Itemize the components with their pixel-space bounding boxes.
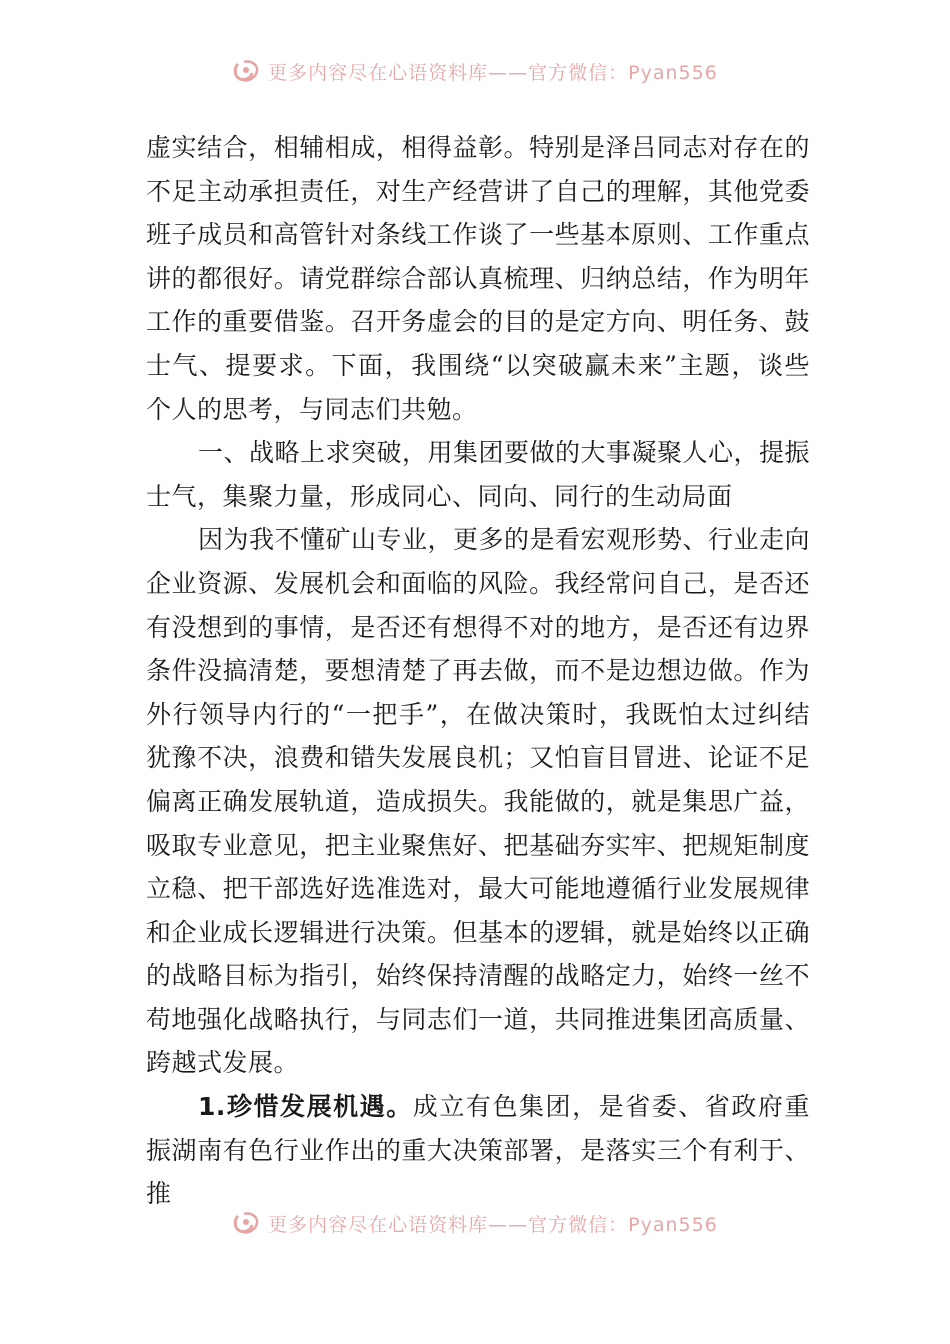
paragraph-opportunity-text: 成立有色集团，是省委、省政府重振湖南有色行业作出的重大决策部署，是落实三个有利于、推 xyxy=(146,1092,810,1209)
document-body xyxy=(146,126,810,1216)
watermark-text: 更多内容尽在心语资料库——官方微信：Pyan556 xyxy=(268,61,718,84)
watermark-footer xyxy=(0,1206,950,1240)
watermark-logo-icon xyxy=(232,1210,262,1236)
paragraph-strategy: 因为我不懂矿山专业，更多的是看宏观形势、行业走向企业资源、发展机会和面临的风险。我经常问自己，是否还有没想到的事情，是否还有想得不对的地方，是否还有边界条件没搞清楚，要想清楚了再去做，而不是边想边做。作为外行领导内行的“一把手”，在做决策时，我既怕太过纠结犹豫不决，浪费和错失发展良机；又怕盲目冒进、论证不足偏离正确发展轨道，造成损失。我能做的，就是集思广益，吸取专业意见，把主业聚焦好、把基础夯实牢、把规矩制度立稳、把干部选好选准选对，最大可能地遵循行业发展规律和企业成长逻辑进行决策。但基本的逻辑，就是始终以正确的战略目标为指引，始终保持清醒的战略定力，始终一丝不苟地强化战略执行，与同志们一道，共同推进集团高质量、跨越式发展。 xyxy=(146,525,811,1078)
watermark-logo-icon xyxy=(232,58,262,84)
subheading-cherish-opportunity: 1.珍惜发展机遇。 xyxy=(198,1092,413,1122)
section-heading-1: 一、战略上求突破，用集团要做的大事凝聚人心，提振士气，集聚力量，形成同心、同向、同行的生动局面 xyxy=(146,438,811,511)
watermark-text: 更多内容尽在心语资料库——官方微信：Pyan556 xyxy=(268,1213,718,1236)
watermark-header xyxy=(0,54,950,88)
paragraph-opportunity xyxy=(146,1085,810,1216)
paragraph-continuation: 虚实结合，相辅相成，相得益彰。特别是泽吕同志对存在的不足主动承担责任，对生产经营讲了自己的理解，其他党委班子成员和高管针对条线工作谈了一些基本原则、工作重点讲的都很好。请党群综合部认真梳理、归纳总结，作为明年工作的重要借鉴。召开务虚会的目的是定方向、明任务、鼓士气、提要求。下面，我围绕“以突破赢未来”主题，谈些个人的思考，与同志们共勉。 xyxy=(146,133,810,424)
